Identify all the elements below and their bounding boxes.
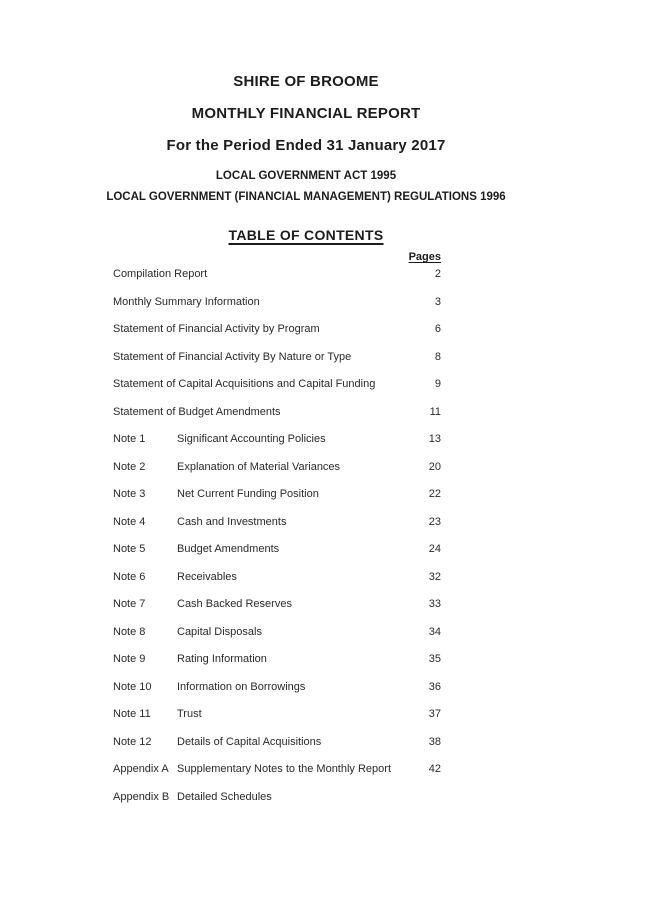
toc-row — [113, 296, 441, 308]
toc-row-label: Note 7 — [113, 598, 146, 610]
toc-row-label: Note 3 — [113, 488, 146, 500]
table-of-contents — [113, 252, 441, 803]
toc-row-page: 9 — [434, 378, 441, 390]
toc-row-title: Receivables — [177, 570, 237, 583]
toc-row — [113, 268, 441, 280]
toc-row-title: Rating Information — [177, 653, 267, 665]
document-header — [0, 0, 612, 245]
toc-row-label: Note 4 — [113, 515, 146, 528]
toc-row-title: Statement of Financial Activity by Program — [113, 323, 320, 335]
period-title: For the Period Ended 31 January 2017 — [166, 137, 446, 154]
toc-row-title: Cash and Investments — [177, 515, 287, 528]
toc-row-title: Budget Amendments — [177, 543, 280, 555]
toc-row — [113, 736, 441, 748]
toc-row-label: Appendix A — [113, 763, 169, 775]
toc-row-page: 8 — [434, 350, 441, 363]
toc-row — [113, 791, 441, 803]
toc-row — [113, 598, 441, 610]
toc-row — [113, 378, 441, 390]
toc-row — [113, 763, 441, 775]
toc-row-label: Note 12 — [113, 735, 152, 748]
toc-row-page: 2 — [434, 268, 441, 280]
toc-row — [113, 543, 441, 555]
toc-heading: TABLE OF CONTENTS — [228, 227, 384, 243]
toc-row-page: 34 — [428, 625, 441, 638]
toc-row — [113, 516, 441, 528]
toc-row-page: 32 — [428, 570, 441, 583]
toc-row — [113, 708, 441, 720]
toc-row-page: 33 — [428, 598, 441, 610]
toc-row-label: Note 9 — [113, 653, 146, 665]
toc-row — [113, 351, 441, 363]
toc-row — [113, 488, 441, 500]
toc-row-page: 20 — [428, 460, 441, 473]
toc-row-label: Note 5 — [113, 543, 146, 555]
toc-row — [113, 406, 441, 418]
toc-row-title: Supplementary Notes to the Monthly Report — [177, 763, 392, 775]
toc-row-page: 35 — [428, 653, 441, 665]
report-title: MONTHLY FINANCIAL REPORT — [191, 105, 421, 122]
toc-row-title: Compilation Report — [113, 268, 208, 280]
toc-row-page: 6 — [434, 323, 441, 335]
toc-row-page: 24 — [428, 543, 441, 555]
toc-row-title: Details of Capital Acquisitions — [177, 735, 322, 748]
toc-row-page: 23 — [428, 515, 441, 528]
toc-row-title: Monthly Summary Information — [113, 295, 260, 308]
toc-row-title: Information on Borrowings — [177, 680, 306, 693]
toc-row-title: Significant Accounting Policies — [177, 433, 326, 445]
toc-row-label: Note 11 — [113, 708, 151, 720]
toc-row-title: Statement of Financial Activity By Nature or Type — [113, 350, 352, 363]
toc-row — [113, 323, 441, 335]
toc-row-page: 11 — [429, 405, 441, 418]
toc-row-label: Note 1 — [113, 433, 146, 445]
toc-row-page: 42 — [428, 763, 441, 775]
org-title: SHIRE OF BROOME — [233, 73, 379, 90]
toc-row-page: 13 — [428, 433, 441, 445]
toc-row-page: 37 — [428, 708, 441, 720]
toc-row-page: 38 — [428, 735, 441, 748]
toc-row-title: Explanation of Material Variances — [177, 460, 341, 473]
toc-row-label: Note 2 — [113, 460, 146, 473]
toc-row-page: 22 — [428, 488, 441, 500]
toc-row-page: 3 — [434, 295, 441, 308]
toc-row-label: Note 8 — [113, 625, 146, 638]
pages-column-header: Pages — [408, 251, 441, 263]
toc-row-label: Appendix B — [113, 790, 170, 803]
toc-row-page: 36 — [428, 680, 441, 693]
toc-row — [113, 653, 441, 665]
toc-row — [113, 433, 441, 445]
toc-row — [113, 571, 441, 583]
toc-row-title: Capital Disposals — [177, 625, 262, 638]
toc-row-title: Detailed Schedules — [177, 790, 272, 803]
toc-row-title: Trust — [177, 708, 202, 720]
regulations-line: LOCAL GOVERNMENT (FINANCIAL MANAGEMENT) REGULATIONS 1996 — [106, 191, 506, 203]
toc-row — [113, 681, 441, 693]
toc-row-title: Statement of Budget Amendments — [113, 405, 281, 418]
toc-row-title: Statement of Capital Acquisitions and Capital Funding — [113, 378, 376, 390]
toc-row-title: Cash Backed Reserves — [177, 598, 292, 610]
toc-row-label: Note 6 — [113, 570, 146, 583]
toc-row — [113, 626, 441, 638]
act-line: LOCAL GOVERNMENT ACT 1995 — [215, 170, 397, 182]
toc-row-list — [113, 268, 441, 803]
toc-row — [113, 461, 441, 473]
toc-row-title: Net Current Funding Position — [177, 488, 319, 500]
toc-row-label: Note 10 — [113, 680, 152, 693]
